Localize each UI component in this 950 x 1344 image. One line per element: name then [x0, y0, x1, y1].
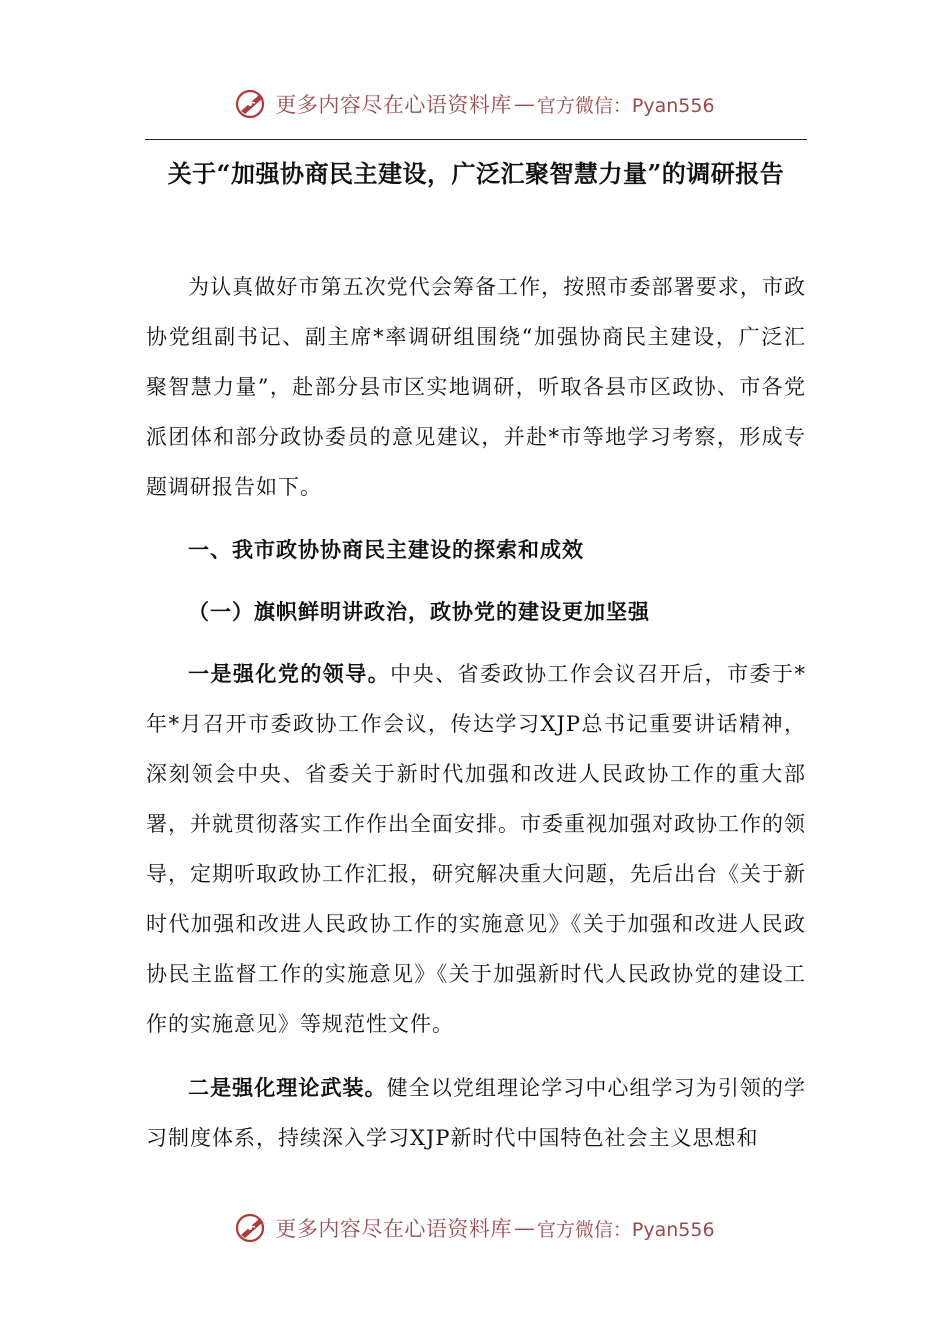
footer-banner-text: 更多内容尽在心语资料库: [275, 1217, 512, 1241]
header-banner: [0, 84, 950, 124]
pen-logo-icon: [235, 87, 269, 121]
banner-dash: —: [513, 92, 535, 116]
paragraph-1: [146, 649, 806, 1049]
paragraph-1-lead: 一是强化党的领导。: [188, 661, 391, 686]
document-body: [146, 262, 806, 1163]
paragraph-2-lead: 二是强化理论武装。: [188, 1075, 387, 1100]
paragraph-2-body: 健全以党组理论学习中心组学习为引领的学习制度体系，持续深入学习XJP新时代中国特色社会主义思想和: [146, 1076, 807, 1150]
pen-logo-icon: [235, 1211, 269, 1245]
paragraph-2: [146, 1063, 806, 1163]
banner-contact: 官方微信：Pyan556: [536, 94, 715, 117]
paragraph-1-body: 中央、省委政协工作会议召开后，市委于*年*月召开市委政协工作会议，传达学习XJP总书记重要讲话精神，深刻领会中央、省委关于新时代加强和改进人民政协工作的重大部署，并就贯彻落实工作作出全面安排。市委重视加强对政协工作的领导，定期听取政协工作汇报，研究解决重大问题，先后出台《关于新时代加强和改进人民政协工作的实施意见》《关于加强和改进人民政协民主监督工作的实施意见》《关于加强新时代人民政协党的建设工作的实施意见》等规范性文件。: [146, 662, 807, 1036]
subsection-heading: （一）旗帜鲜明讲政治，政协党的建设更加坚强: [188, 599, 650, 624]
banner-text: 更多内容尽在心语资料库: [275, 93, 512, 117]
document-title: 关于“加强协商民主建设，广泛汇聚智慧力量”的调研报告: [167, 159, 785, 188]
footer-banner: [0, 1208, 950, 1248]
section-heading: 一、我市政协协商民主建设的探索和成效: [188, 537, 584, 562]
footer-banner-dash: —: [513, 1216, 535, 1240]
header-divider: [145, 139, 807, 140]
intro-paragraph: 为认真做好市第五次党代会筹备工作，按照市委部署要求，市政协党组副书记、副主席*率调研组围绕“加强协商民主建设，广泛汇聚智慧力量”，赴部分县市区实地调研，听取各县市区政协、市各党派团体和部分政协委员的意见建议，并赴*市等地学习考察，形成专题调研报告如下。: [146, 275, 806, 499]
footer-banner-contact: 官方微信：Pyan556: [536, 1218, 715, 1241]
